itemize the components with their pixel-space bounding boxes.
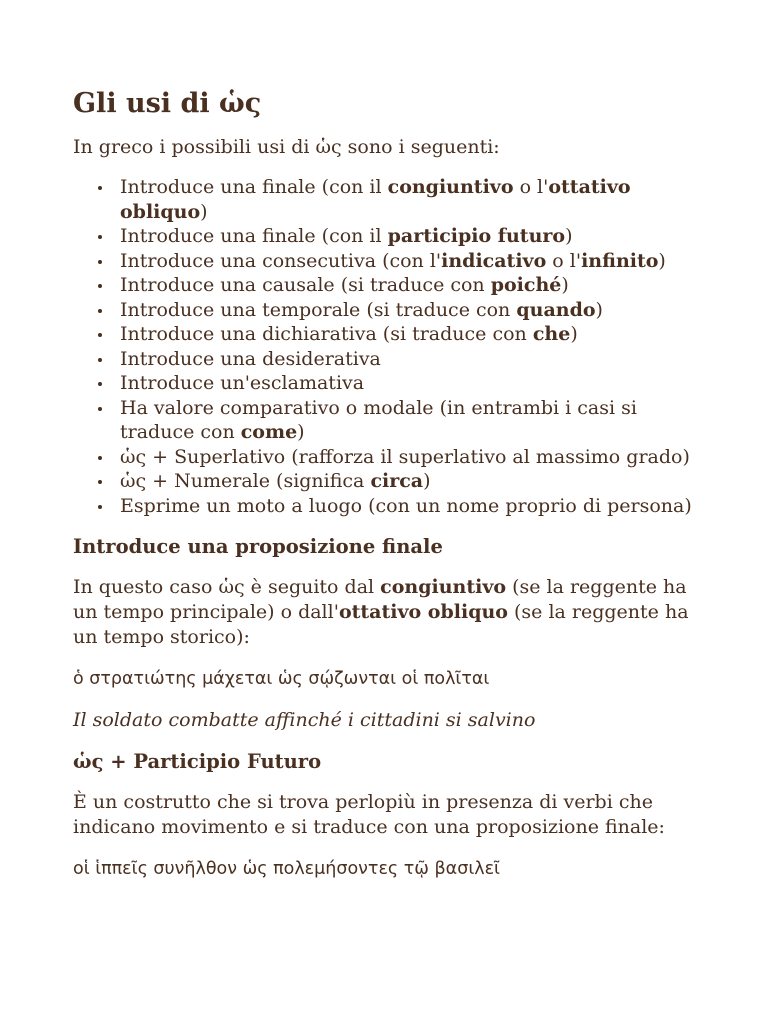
list-item: Introduce una causale (si traduce con poiché) — [120, 273, 713, 298]
list-item: Introduce una desiderativa — [120, 347, 713, 372]
list-item: Ha valore comparativo o modale (in entrambi i casi si traduce con come) — [120, 396, 713, 445]
list-item: Esprime un moto a luogo (con un nome proprio di persona) — [120, 494, 713, 519]
intro-text: In greco i possibili usi di ὡς sono i seguenti: — [73, 136, 500, 158]
greek-example-finale: ὁ στρατιώτης μάχεται ὡς σῴζωνται οἱ πολῖται — [73, 669, 490, 689]
finale-paragraph: In questo caso ὡς è seguito dal congiuntivo (se la reggente ha un tempo principale) o dall'ottativo obliquo (se la reggente ha un tempo storico): — [73, 576, 689, 648]
section-heading-finale: Introduce una proposizione finale — [73, 535, 443, 558]
list-item: Introduce una finale (con il participio futuro) — [120, 224, 713, 249]
list-item: Introduce un'esclamativa — [120, 371, 713, 396]
section-heading-participio: ὡς + Participio Futuro — [73, 750, 322, 773]
greek-example-participio: οἱ ἱππεῖς συνῆλθον ὡς πολεμήσοντες τῷ βασιλεῖ — [73, 859, 500, 879]
list-item: Introduce una consecutiva (con l'indicativo o l'infinito) — [120, 249, 713, 274]
page-title: Gli usi di ὡς — [73, 88, 262, 119]
list-item: Introduce una temporale (si traduce con quando) — [120, 298, 713, 323]
list-item: Introduce una finale (con il congiuntivo o l'ottativo obliquo) — [120, 175, 713, 224]
participio-paragraph: È un costrutto che si trova perlopiù in presenza di verbi che indicano movimento e si traduce con una proposizione finale: — [73, 791, 665, 838]
list-item: Introduce una dichiarativa (si traduce con che) — [120, 322, 713, 347]
document-page — [73, 86, 713, 882]
list-item: ὡς + Numerale (significa circa) — [120, 469, 713, 494]
uses-list — [73, 175, 713, 518]
translation-example-finale: Il soldato combatte affinché i cittadini si salvino — [73, 709, 536, 731]
list-item: ὡς + Superlativo (rafforza il superlativo al massimo grado) — [120, 445, 713, 470]
